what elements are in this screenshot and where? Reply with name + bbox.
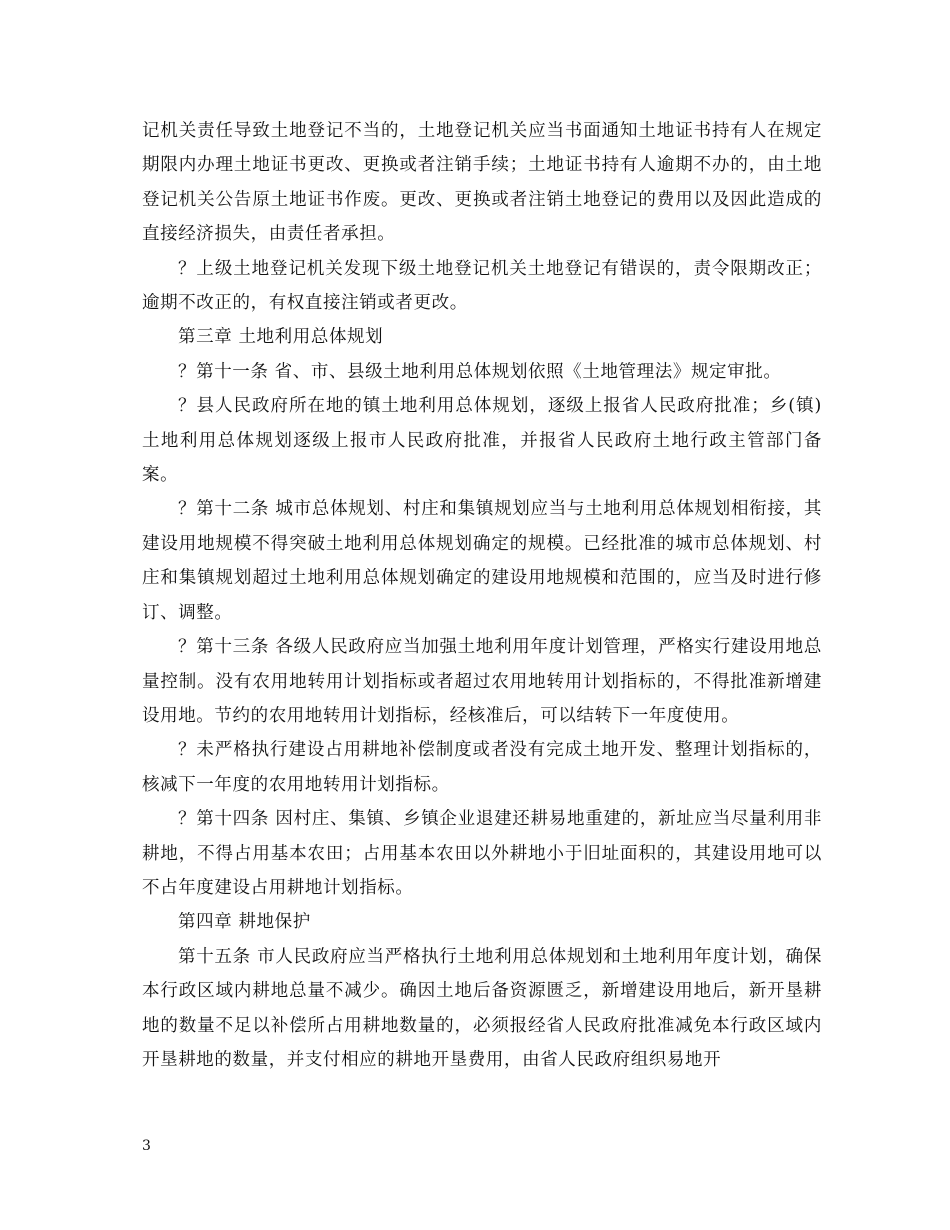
article-paragraph: ？第十三条 各级人民政府应当加强土地利用年度计划管理，严格实行建设用地总量控制。没有农用地转用计划指标或者超过农用地转用计划指标的，不得批准新增建设用地。节约的农用地转用计划指标，经核准后，可以结转下一年度使用。 <box>142 637 822 726</box>
paragraph: ？县人民政府所在地的镇土地利用总体规划，逐级上报省人民政府批准；乡(镇)土地利用总体规划逐级上报市人民政府批准，并报省人民政府土地行政主管部门备案。 <box>142 396 822 486</box>
page-number: 3 <box>142 1138 151 1154</box>
paragraph: ？上级土地登记机关发现下级土地登记机关土地登记有错误的，责令限期改正；逾期不改正的，有权直接注销或者更改。 <box>142 258 822 314</box>
paragraph: ？未严格执行建设占用耕地补偿制度或者没有完成土地开发、整理计划指标的，核减下一年度的农用地转用计划指标。 <box>142 740 822 795</box>
chapter-heading: 第三章 土地利用总体规划 <box>178 327 384 348</box>
article-paragraph: ？第十四条 因村庄、集镇、乡镇企业退建还耕易地重建的，新址应当尽量利用非耕地，不得占用基本农田；占用基本农田以外耕地小于旧址面积的，其建设用地可以 不占年度建设占用耕地计划指标。 <box>142 809 822 898</box>
article-paragraph: ？第十一条 省、市、县级土地利用总体规划依照《土地管理法》规定审批。 <box>178 361 782 382</box>
document-body <box>142 114 822 1077</box>
article-paragraph: 第十五条 市人民政府应当严格执行土地利用总体规划和土地利用年度计划，确保本行政区域内耕地总量不减少。确因土地后备资源匮乏，新增建设用地后，新开垦耕地的数量不足以补偿所占用耕地数量的，必须报经省人民政府批准减免本行政区域内开垦耕地的数量，并支付相应的耕地开垦费用，由省人民政府组织易地开 <box>142 946 822 1070</box>
article-paragraph: ？第十二条 城市总体规划、村庄和集镇规划应当与土地利用总体规划相衔接，其建设用地规模不得突破土地利用总体规划确定的规模。已经批准的城市总体规划、村庄和集镇规划超过土地利用总体规划确定的建设用地规模和范围的，应当及时进行修订、调整。 <box>142 499 822 623</box>
paragraph-continuation: 记机关责任导致土地登记不当的，土地登记机关应当书面通知土地证书持有人在规定期限内办理土地证书更改、更换或者注销手续；土地证书持有人逾期不办的，由土地登记机关公告原土地证书作废。更改、更换或者注销土地登记的费用以及因此造成的直接经济损失，由责任者承担。 <box>142 121 822 245</box>
chapter-heading: 第四章 耕地保护 <box>178 912 311 933</box>
